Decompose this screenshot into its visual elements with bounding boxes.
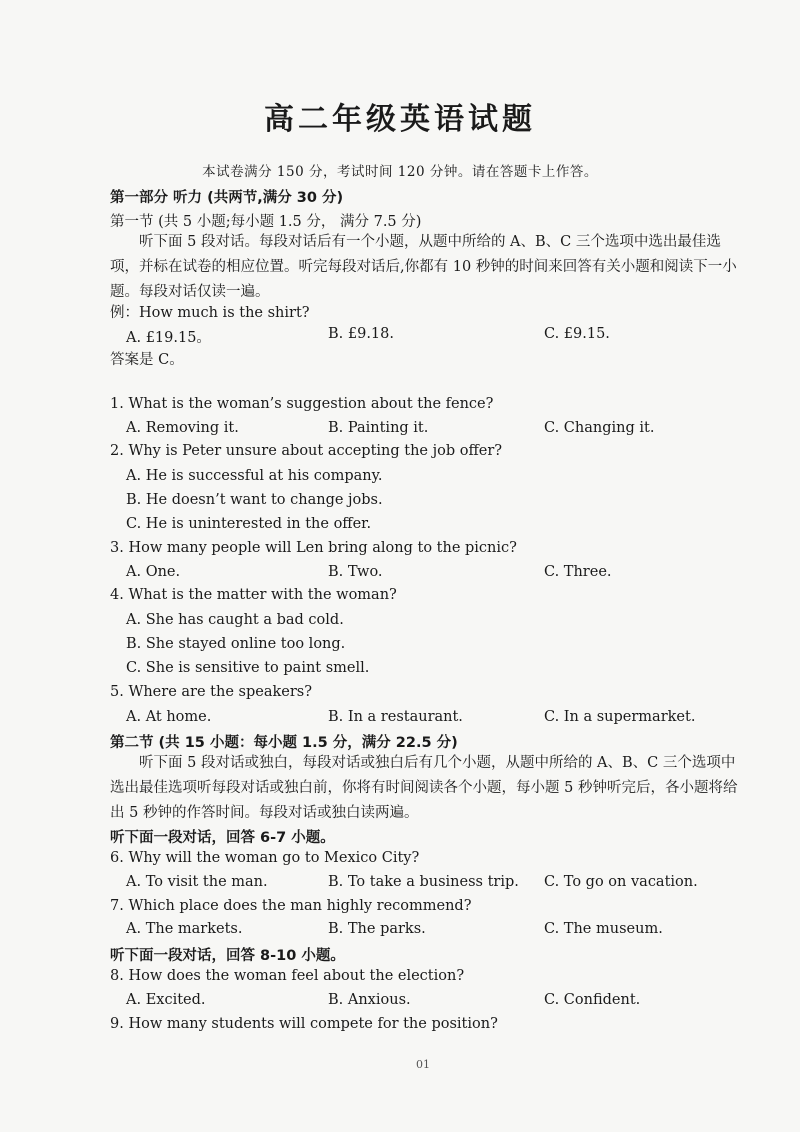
page-title: 高二年级英语试题 xyxy=(264,102,536,137)
section1-heading: 第一节 (共 5 小题;每小题 1.5 分， 满分 7.5 分) xyxy=(110,214,422,230)
q4-option-c: C. She is sensitive to paint smell. xyxy=(126,660,370,676)
section2-instructions: 听下面 5 段对话或独白，每段对话或独白后有几个小题，从题中所给的 A、B、C 三个选项中选出最佳选项听每段对话或独白前，你将有时间阅读各个小题，每小题 5 秒钟听完后，各小题将给出 5 秒钟的作答时间。每段对话或独白读两遍。 xyxy=(110,755,738,821)
q2-option-b: B. He doesn’t want to change jobs. xyxy=(126,492,383,508)
question-1: 1. What is the woman’s suggestion about the fence? xyxy=(110,396,494,412)
q3-option-c: C. Three. xyxy=(544,564,612,580)
q1-option-a: A. Removing it. xyxy=(126,420,239,436)
q7-option-a: A. The markets. xyxy=(126,921,243,937)
q8-option-b: B. Anxious. xyxy=(328,992,411,1008)
question-4: 4. What is the matter with the woman? xyxy=(110,587,397,603)
group2-heading: 听下面一段对话，回答 8-10 小题。 xyxy=(110,948,345,964)
page-number: 01 xyxy=(416,1058,430,1071)
example-question: 例：How much is the shirt? xyxy=(110,305,310,321)
q2-option-a: A. He is successful at his company. xyxy=(126,468,383,484)
q1-option-c: C. Changing it. xyxy=(544,420,655,436)
q6-option-a: A. To visit the man. xyxy=(126,874,268,890)
example-option-a: A. £19.15。 xyxy=(126,330,211,346)
q8-option-a: A. Excited. xyxy=(126,992,206,1008)
part1-heading: 第一部分 听力 (共两节,满分 30 分) xyxy=(110,190,344,206)
exam-note: 本试卷满分 150 分，考试时间 120 分钟。请在答题卡上作答。 xyxy=(202,164,598,180)
q7-option-b: B. The parks. xyxy=(328,921,426,937)
q1-option-b: B. Painting it. xyxy=(328,420,429,436)
q6-option-b: B. To take a business trip. xyxy=(328,874,519,890)
section2-heading: 第二节 (共 15 小题：每小题 1.5 分，满分 22.5 分) xyxy=(110,735,458,751)
question-8: 8. How does the woman feel about the election? xyxy=(110,968,465,984)
question-7: 7. Which place does the man highly recommend? xyxy=(110,898,472,914)
section1-instructions: 听下面 5 段对话。每段对话后有一个小题，从题中所给的 A、B、C 三个选项中选出最佳选项，并标在试卷的相应位置。听完每段对话后,你都有 10 秒钟的时间来回答有关小题和阅读下一小题。每段对话仅读一遍。 xyxy=(110,234,737,300)
q5-option-b: B. In a restaurant. xyxy=(328,709,463,725)
q6-option-c: C. To go on vacation. xyxy=(544,874,698,890)
question-6: 6. Why will the woman go to Mexico City? xyxy=(110,850,420,866)
example-option-c: C. £9.15. xyxy=(544,326,610,342)
q3-option-a: A. One. xyxy=(126,564,181,580)
q5-option-a: A. At home. xyxy=(126,709,212,725)
q7-option-c: C. The museum. xyxy=(544,921,663,937)
example-option-b: B. £9.18. xyxy=(328,326,394,342)
q3-option-b: B. Two. xyxy=(328,564,383,580)
q4-option-a: A. She has caught a bad cold. xyxy=(126,612,344,628)
group1-heading: 听下面一段对话，回答 6-7 小题。 xyxy=(110,830,335,846)
example-answer: 答案是 C。 xyxy=(110,352,184,368)
q5-option-c: C. In a supermarket. xyxy=(544,709,696,725)
q8-option-c: C. Confident. xyxy=(544,992,641,1008)
q4-option-b: B. She stayed online too long. xyxy=(126,636,346,652)
question-3: 3. How many people will Len bring along to the picnic? xyxy=(110,540,517,556)
question-2: 2. Why is Peter unsure about accepting the job offer? xyxy=(110,443,503,459)
question-9: 9. How many students will compete for the position? xyxy=(110,1016,498,1032)
q2-option-c: C. He is uninterested in the offer. xyxy=(126,516,372,532)
question-5: 5. Where are the speakers? xyxy=(110,684,312,700)
